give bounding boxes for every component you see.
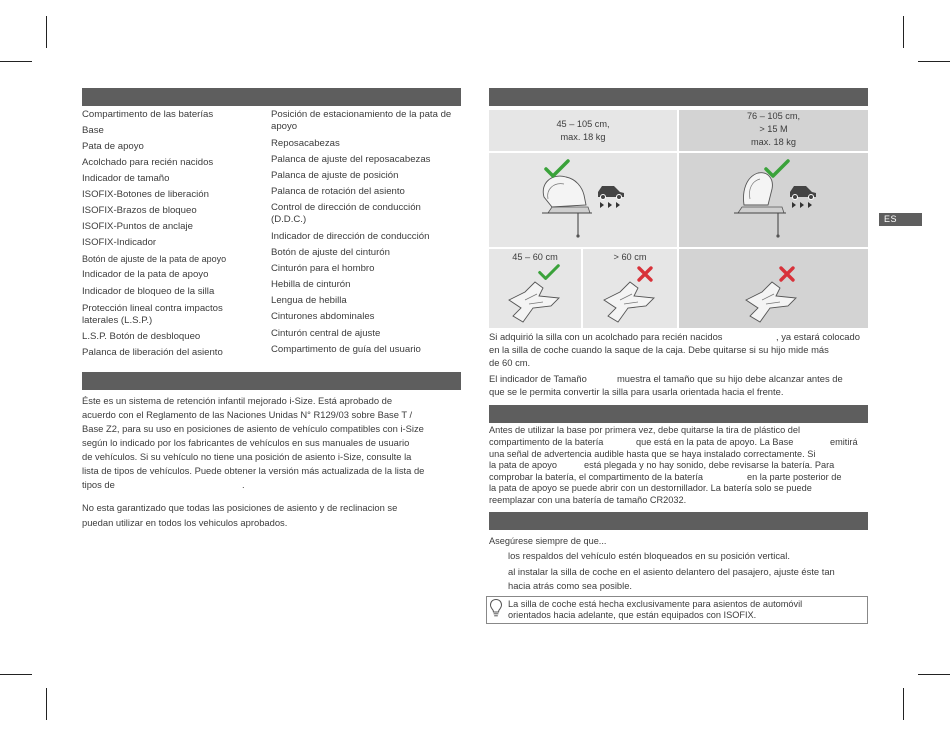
checks-item: los respaldos del vehículo estén bloqueados en su posición vertical. bbox=[508, 550, 790, 561]
list-item: Palanca de ajuste de posición bbox=[271, 170, 399, 181]
text-line: emitirá bbox=[830, 437, 858, 447]
text-line: . bbox=[242, 479, 245, 490]
text-line: al instalar la silla de coche en el asiento delantero del pasajero, ajuste éste tan bbox=[508, 566, 835, 577]
text-line: reemplazar con una batería de tamaño CR2032. bbox=[489, 495, 687, 505]
list-item: Botón de ajuste del cinturón bbox=[271, 247, 390, 258]
size-range-forward bbox=[679, 110, 868, 149]
list-item: Control de dirección de conducción (D.D.C.) bbox=[271, 202, 421, 225]
list-item: Indicador de dirección de conducción bbox=[271, 231, 430, 242]
crop-mark bbox=[46, 688, 47, 720]
text-line: acuerdo con el Reglamento de las Naciones Unidas N° R129/03 sobre Base T / bbox=[82, 409, 413, 420]
size-range-newborn: 45 – 60 cm bbox=[512, 252, 558, 262]
text-line: que está en la pata de apoyo. La Base bbox=[636, 437, 794, 447]
size-range-rear bbox=[489, 118, 677, 144]
list-item: Acolchado para recién nacidos bbox=[82, 157, 214, 168]
list-item: ISOFIX-Puntos de anclaje bbox=[82, 221, 193, 232]
text-line: Base Z2, para su uso en posiciones de asiento de vehículo compatibles con i-Size bbox=[82, 423, 424, 434]
list-item: Hebilla de cinturón bbox=[271, 279, 351, 290]
text-line: , ya estará colocado bbox=[776, 331, 860, 342]
text-line: está plegada y no hay sonido, debe revisarse la batería. Para bbox=[584, 460, 835, 470]
list-item: Palanca de rotación del asiento bbox=[271, 186, 405, 197]
checks-header-bar bbox=[489, 512, 868, 530]
text-line: de 60 cm. bbox=[489, 357, 531, 368]
list-item: ISOFIX-Brazos de bloqueo bbox=[82, 205, 197, 216]
newborn-insert-illustration bbox=[740, 278, 804, 326]
text-line: en la parte posterior de bbox=[747, 472, 842, 482]
crop-mark bbox=[46, 16, 47, 48]
cell-line: > 15 M bbox=[759, 124, 788, 134]
battery-header-bar bbox=[489, 405, 868, 423]
list-item: ISOFIX-Indicador bbox=[82, 237, 157, 248]
newborn-insert-illustration bbox=[598, 278, 662, 326]
text-line: la pata de apoyo bbox=[489, 460, 557, 470]
crop-mark bbox=[0, 674, 32, 675]
text-line: Éste es un sistema de retención infantil mejorado i-Size. Está aprobado de bbox=[82, 395, 393, 406]
text-line: según lo indicado por los fabricantes de vehículos en sus manuales de usuario bbox=[82, 437, 410, 448]
crop-mark bbox=[918, 61, 950, 62]
text-line: orientados hacia adelante, que están equipados con ISOFIX. bbox=[508, 610, 757, 620]
text-line: tipos de bbox=[82, 479, 115, 490]
list-item: Indicador de tamaño bbox=[82, 173, 170, 184]
list-item: Compartimento de las baterías bbox=[82, 109, 214, 120]
intro-header-bar bbox=[82, 372, 461, 390]
text-line: de vehículos. Si su vehículo no tiene una posición de asiento i-Size, consulte la bbox=[82, 451, 412, 462]
car-direction-icon bbox=[594, 182, 628, 210]
text-line: El indicador de Tamaño bbox=[489, 373, 587, 384]
text-line: una señal de advertencia audible hasta que se haya instalado correctamente. Si bbox=[489, 449, 816, 459]
list-item: Posición de estacionamiento de la pata de apoyo bbox=[271, 109, 452, 132]
crop-mark bbox=[903, 688, 904, 720]
crop-mark bbox=[903, 16, 904, 48]
list-item: ISOFIX-Botones de liberación bbox=[82, 189, 209, 200]
text-line: la pata de apoyo se puede abrir con un destornillador. La batería solo se puede bbox=[489, 483, 812, 493]
language-label: ES bbox=[884, 214, 898, 224]
cross-icon bbox=[778, 265, 796, 283]
list-item: Reposacabezas bbox=[271, 138, 340, 149]
list-item: Base bbox=[82, 125, 104, 136]
text-line: La silla de coche está hecha exclusivamente para asientos de automóvil bbox=[508, 599, 803, 609]
cell-line: 45 – 105 cm, bbox=[556, 119, 610, 129]
list-item: Botón de ajuste de la pata de apoyo bbox=[82, 254, 227, 264]
text-line: en la silla de coche cuando la saque de la caja. Debe quitarse si su hijo mide más bbox=[489, 344, 829, 355]
check-icon bbox=[544, 159, 570, 179]
list-item: L.S.P. Botón de desbloqueo bbox=[82, 331, 201, 342]
checks-intro: Asegúrese siempre de que... bbox=[489, 536, 607, 546]
cell-line: 76 – 105 cm, bbox=[746, 111, 801, 121]
crop-mark bbox=[0, 61, 32, 62]
list-item: Compartimento de guía del usuario bbox=[271, 344, 421, 355]
check-icon bbox=[538, 264, 560, 281]
text-line: que se le permita convertir la silla para usarla orientada hacia el frente. bbox=[489, 386, 784, 397]
usage-header-bar bbox=[489, 88, 868, 106]
text-line: comprobar la batería, el compartimento de la batería bbox=[489, 472, 703, 482]
cross-icon bbox=[636, 265, 654, 283]
size-range-over60: > 60 cm bbox=[613, 252, 647, 262]
text-line: lista de tipos de vehículos. Puede obtener la versión más actualizada de la lista de bbox=[82, 465, 425, 476]
check-icon bbox=[764, 159, 790, 179]
text-line: No esta garantizado que todas las posiciones de asiento y de reclinacion se bbox=[82, 502, 398, 513]
list-item: Palanca de liberación del asiento bbox=[82, 347, 223, 358]
text-line: hacia atrás como sea posible. bbox=[508, 580, 633, 591]
list-item: Protección lineal contra impactos laterales (L.S.P.) bbox=[82, 303, 223, 326]
text-line: puedan utilizar en todos los vehiculos aprobados. bbox=[82, 517, 288, 528]
text-line: Si adquirió la silla con un acolchado para recién nacidos bbox=[489, 331, 723, 342]
list-item: Cinturón para el hombro bbox=[271, 263, 375, 274]
language-tab bbox=[879, 213, 922, 226]
car-direction-icon bbox=[786, 182, 820, 210]
cell-line: max. 18 kg bbox=[560, 132, 606, 142]
list-item: Indicador de la pata de apoyo bbox=[82, 269, 209, 280]
crop-mark bbox=[918, 674, 950, 675]
lightbulb-icon bbox=[489, 598, 503, 618]
list-item: Pata de apoyo bbox=[82, 141, 144, 152]
cell-line: max. 18 kg bbox=[751, 137, 796, 147]
list-item: Indicador de bloqueo de la silla bbox=[82, 286, 215, 297]
list-item: Lengua de hebilla bbox=[271, 295, 347, 306]
list-item: Cinturón central de ajuste bbox=[271, 328, 381, 339]
newborn-insert-illustration bbox=[503, 278, 567, 326]
list-item: Palanca de ajuste del reposacabezas bbox=[271, 154, 431, 165]
text-line: Antes de utilizar la base por primera vez, debe quitarse la tira de plástico del bbox=[489, 425, 801, 435]
components-header-bar bbox=[82, 88, 461, 106]
text-line: compartimento de la batería bbox=[489, 437, 604, 447]
text-line: muestra el tamaño que su hijo debe alcanzar antes de bbox=[617, 373, 843, 384]
list-item: Cinturones abdominales bbox=[271, 311, 375, 322]
